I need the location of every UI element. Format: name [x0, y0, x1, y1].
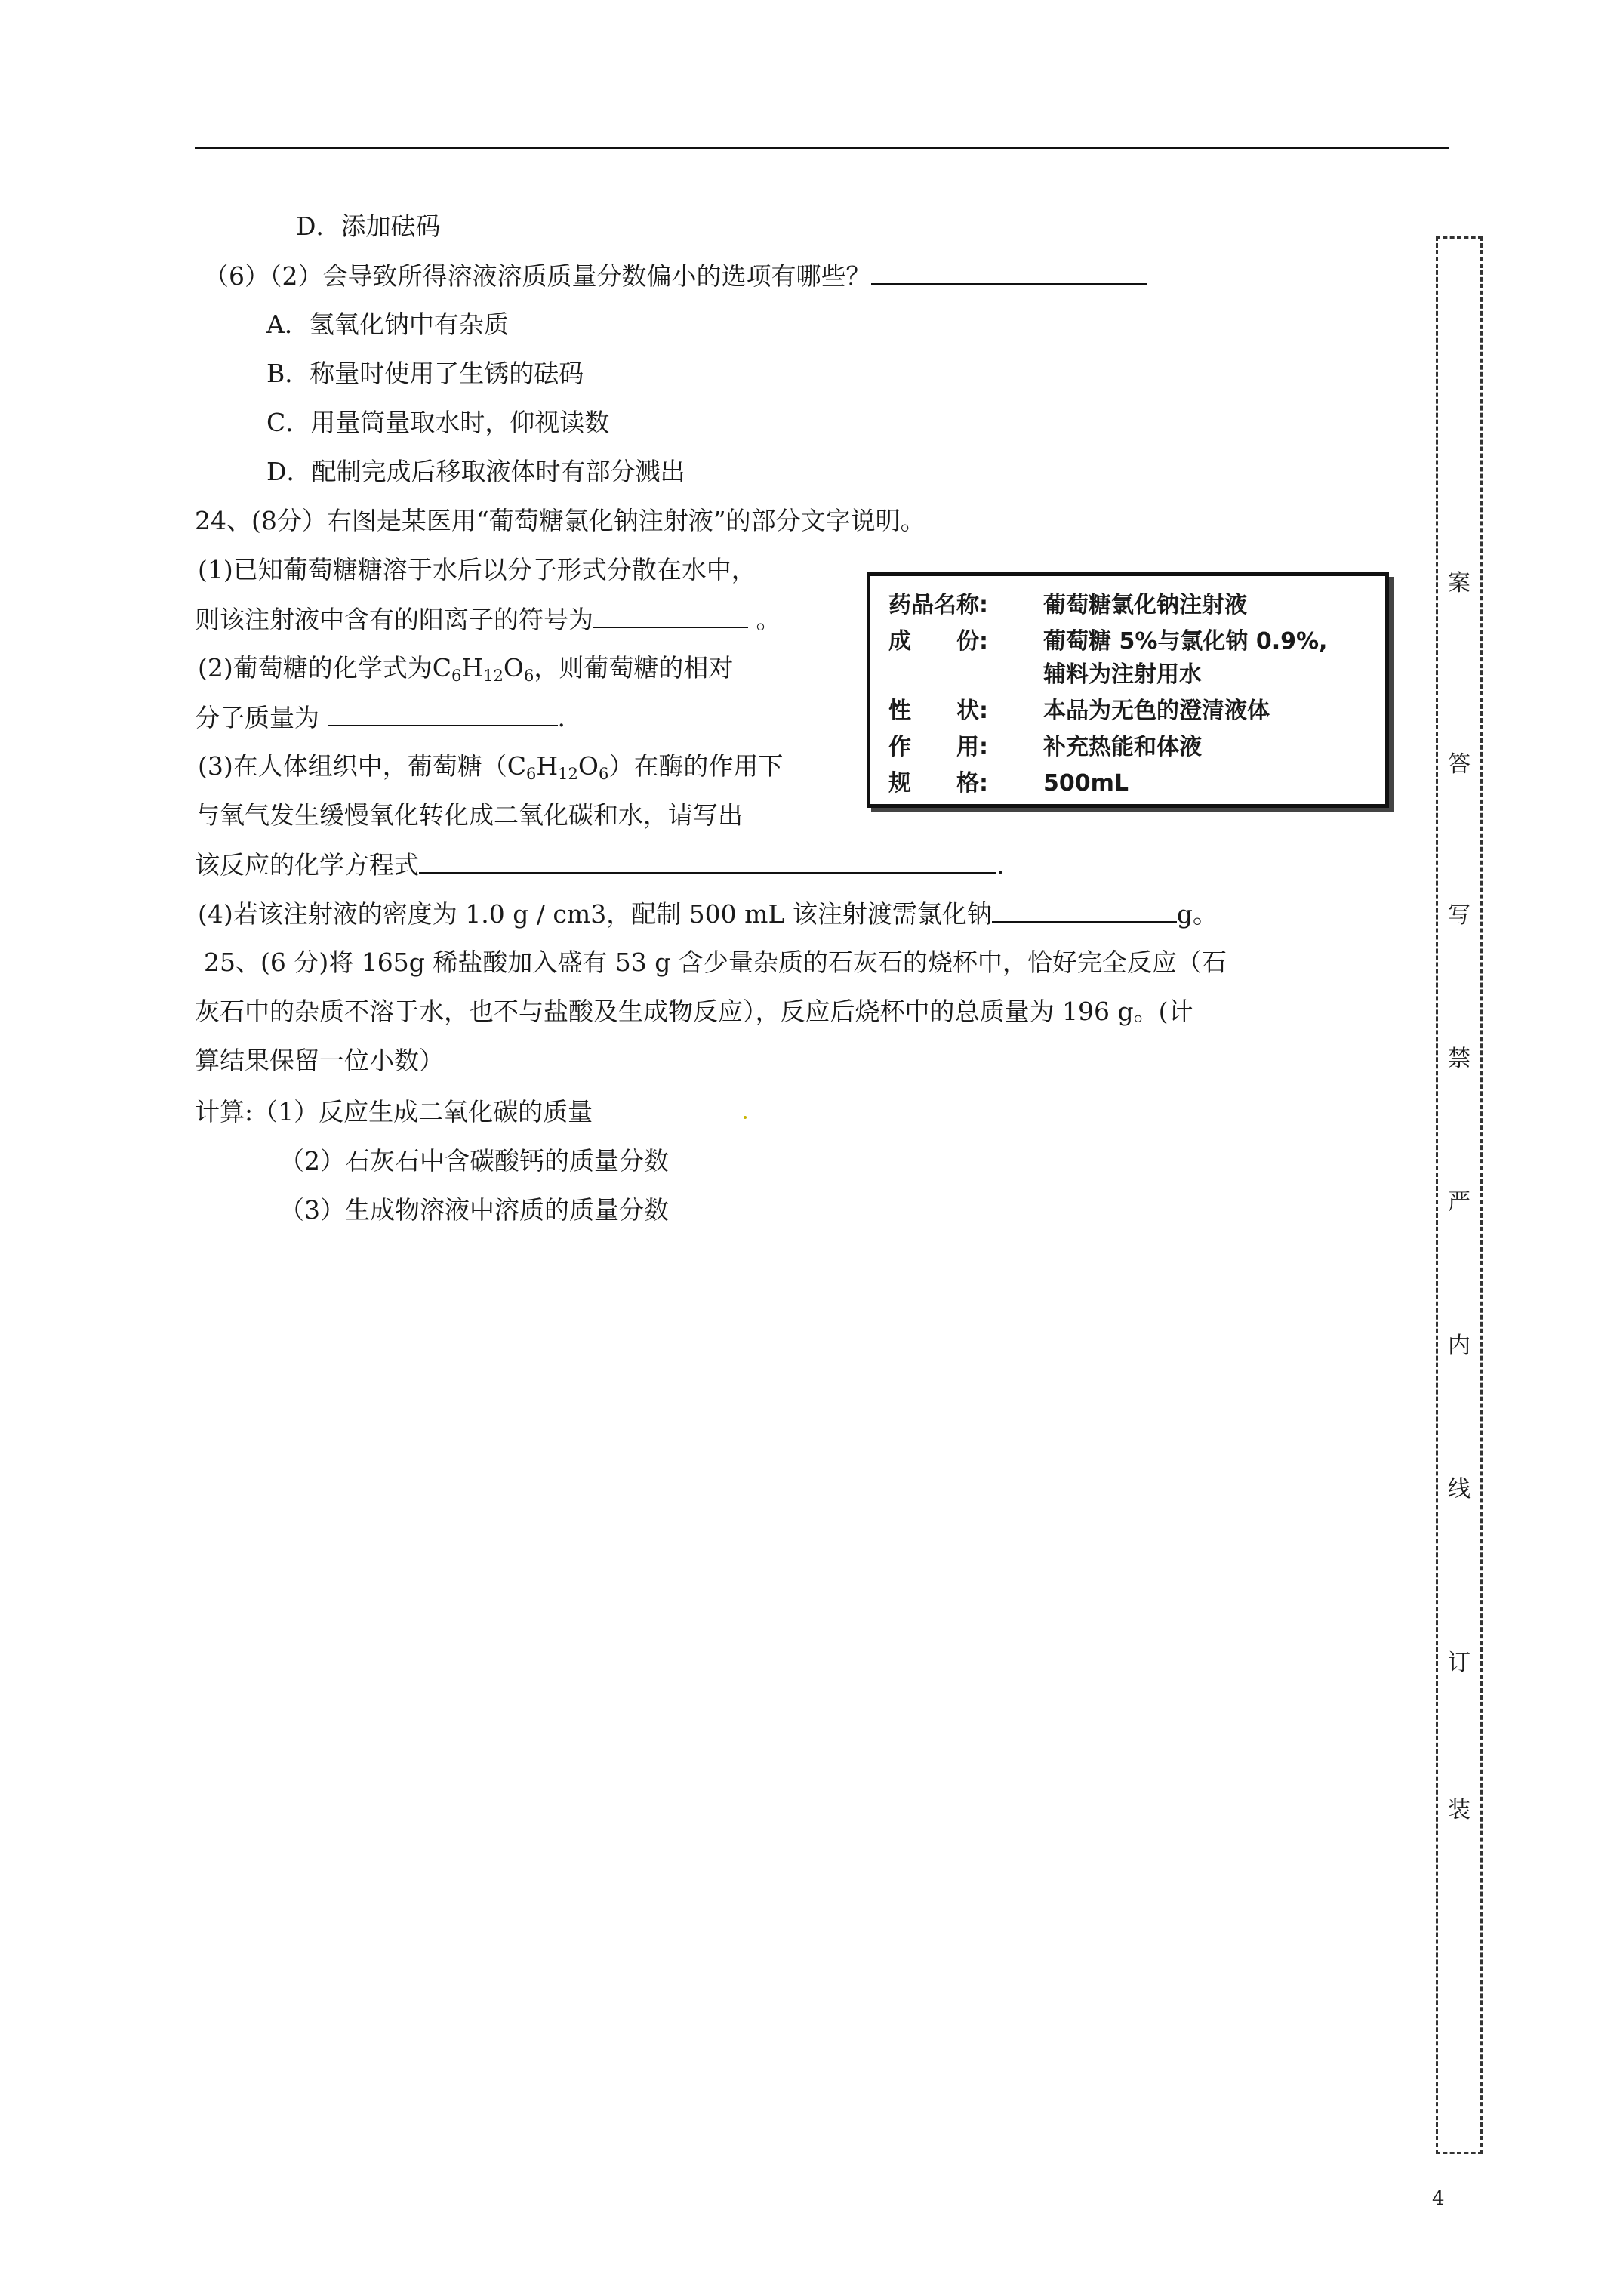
q25-line2: 灰石中的杂质不溶于水，也不与盐酸及生成物反应），反应后烧杯中的总质量为 196 g。(计: [195, 997, 1193, 1026]
binding-char: 写: [1448, 902, 1471, 929]
stray-mark: [744, 1116, 747, 1119]
q24-intro: 24、(8分）右图是某医用“葡萄糖氯化钠注射液”的部分文字说明。: [195, 506, 925, 535]
q25-line3: 算结果保留一位小数）: [195, 1046, 444, 1075]
q25-calc2: （2）石灰石中含碳酸钙的质量分数: [279, 1146, 669, 1176]
answer-blank[interactable]: [419, 849, 996, 874]
glucose-formula: $C_6H_{12}O_6$: [432, 653, 534, 685]
q23-option-a: A．氢氧化钠中有杂质: [266, 310, 509, 339]
q24-part4: (4)若该注射液的密度为 1.0 g / cm3，配制 500 mL 该注射渡需氯化钠 g。: [198, 899, 1218, 929]
q23-option-c: C．用量筒量取水时，仰视读数: [266, 408, 610, 437]
drug-label-box: [867, 572, 1389, 808]
binding-char: 线: [1448, 1476, 1471, 1502]
binding-char: 禁: [1448, 1046, 1471, 1072]
answer-blank[interactable]: [871, 260, 1147, 285]
binding-char: 订: [1448, 1650, 1471, 1676]
label-row-function: 作 用: 补充热能和体液: [888, 734, 1202, 760]
q24-part3-line2: 与氧气发生缓慢氧化转化成二氧化碳和水，请写出: [195, 800, 743, 830]
binding-char: 答: [1448, 751, 1471, 778]
answer-blank[interactable]: [593, 604, 748, 628]
answer-blank[interactable]: [328, 702, 558, 726]
q25-calc3: （3）生成物溶液中溶质的质量分数: [279, 1195, 669, 1225]
page-number: 4: [1432, 2187, 1445, 2210]
label-row-name: 药品名称: 葡萄糖氯化钠注射液: [888, 592, 1247, 618]
label-row-ingredients: 成 份: 葡萄糖 5%与氯化钠 0.9%,: [888, 628, 1328, 655]
q23-option-d-weight: D．添加砝码: [296, 211, 441, 241]
q24-part3-line1: (3)在人体组织中，葡萄糖$(C_6H_{12}O_6)$在酶的作用下: [198, 751, 784, 783]
q25-calc1: 计算:（1）反应生成二氧化碳的质量: [195, 1097, 593, 1126]
label-row-excipient: 辅料为注射用水: [1043, 661, 1202, 688]
binding-char: 装: [1448, 1797, 1471, 1823]
q24-part2-line1: (2)葡萄糖的化学式为$C_6H_{12}O_6$，则葡萄糖的相对: [198, 653, 734, 685]
binding-char: 严: [1448, 1189, 1471, 1216]
q24-part1-line1: (1)已知葡萄糖糖溶于水后以分子形式分散在水中，: [198, 555, 756, 584]
header-rule: [195, 147, 1449, 149]
label-row-spec: 规 格: 500mL: [888, 770, 1129, 797]
q24-part1-line2: 则该注射液中含有的阳离子的符号为 。: [195, 605, 781, 634]
label-row-appearance: 性 状: 本品为无色的澄清液体: [888, 698, 1270, 724]
binding-margin: [1436, 236, 1483, 2154]
binding-char: 案: [1448, 570, 1471, 596]
q23-sub6-question: （6）（2）会导致所得溶液溶质质量分数偏小的选项有哪些？: [204, 260, 1147, 291]
q23-option-d: D．配制完成后移取液体时有部分溅出: [266, 457, 685, 486]
q24-part3-line3: 该反应的化学方程式 .: [195, 850, 1005, 880]
q25-line1: 25、(6 分)将 165g 稀盐酸加入盛有 53 g 含少量杂质的石灰石的烧杯中，恰好完全反应（石: [204, 948, 1227, 977]
binding-char: 内: [1448, 1333, 1471, 1359]
q24-part2-line2: 分子质量为 .: [195, 703, 565, 732]
q23-option-b: B．称量时使用了生锈的砝码: [266, 359, 584, 388]
answer-blank[interactable]: [992, 898, 1177, 923]
glucose-formula: $C_6H_{12}O_6$: [507, 751, 609, 783]
